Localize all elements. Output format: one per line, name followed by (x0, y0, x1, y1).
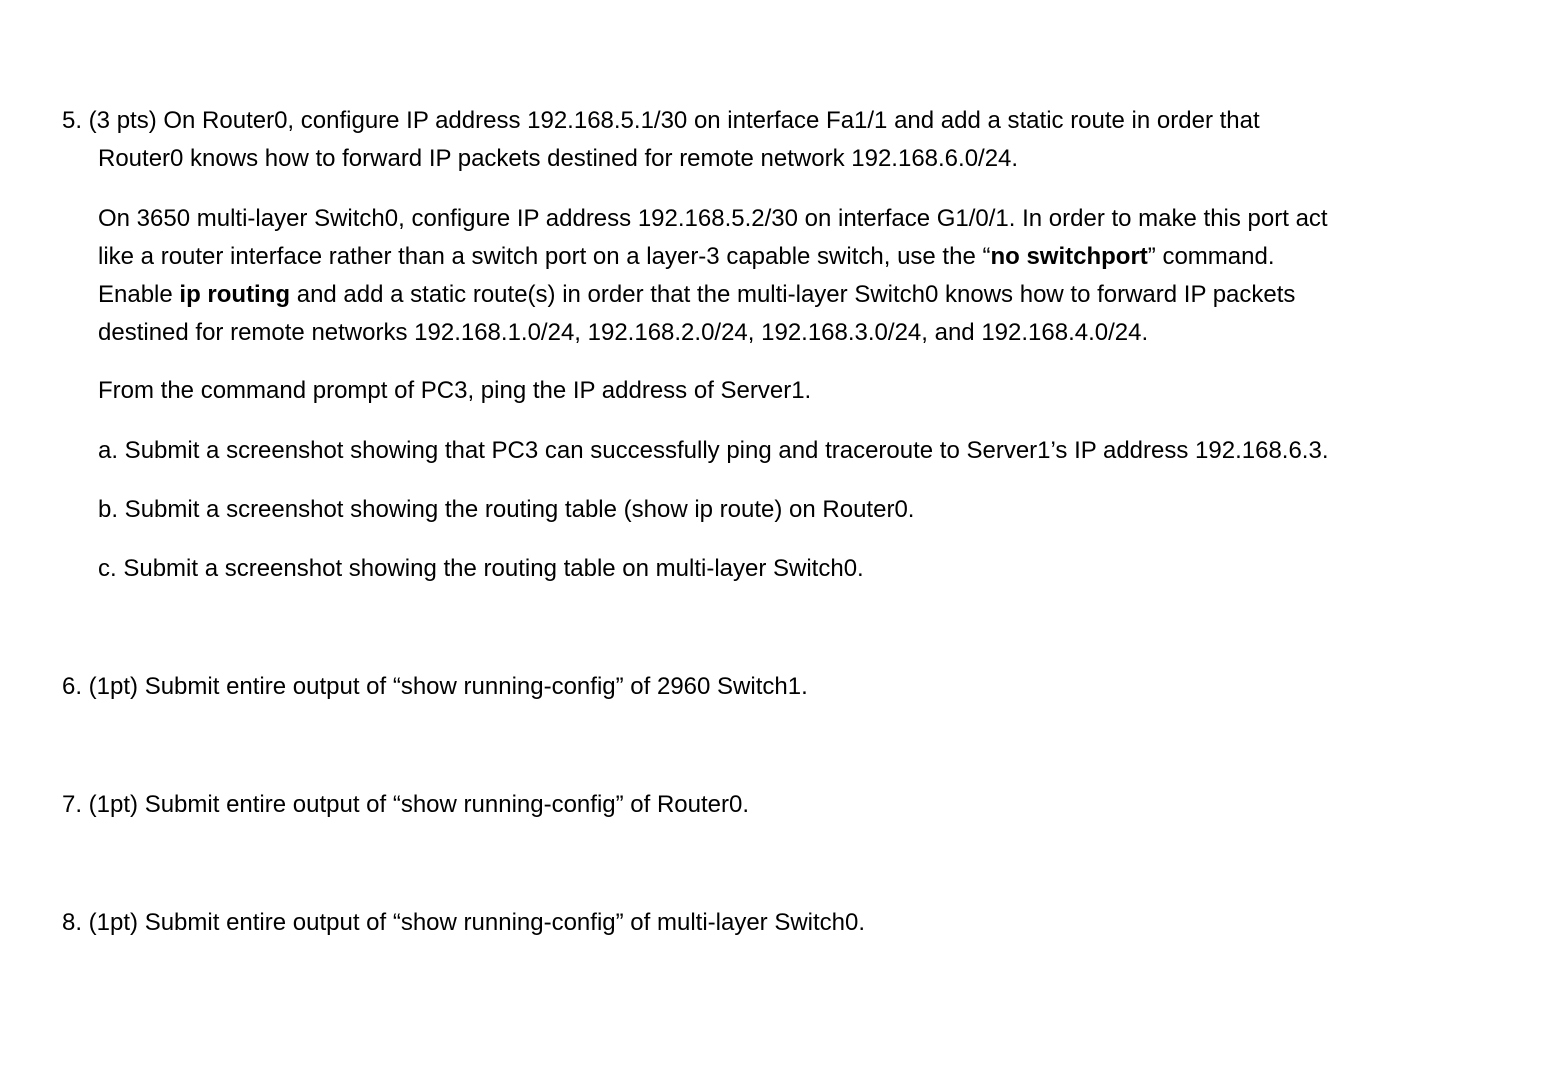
switch-paragraph-line-1: On 3650 multi-layer Switch0, configure IP address 192.168.5.2/30 on interface G1/0/1. In order to make this port act (98, 205, 1328, 232)
question-5-ping-instruction: From the command prompt of PC3, ping the IP address of Server1. (98, 377, 812, 404)
question-6: 6. (1pt) Submit entire output of “show running-config” of 2960 Switch1. (62, 673, 808, 700)
question-5-part-c: c. Submit a screenshot showing the routing table on multi-layer Switch0. (98, 555, 864, 582)
question-5 (62, 102, 1502, 178)
question-5-part-a: a. Submit a screenshot showing that PC3 can successfully ping and traceroute to Server1’s IP address 192.168.6.3. (98, 437, 1329, 464)
switch-paragraph-line-3-start: Enable (98, 281, 180, 308)
question-5-part-b: b. Submit a screenshot showing the routing table (show ip route) on Router0. (98, 496, 915, 523)
switch-paragraph-line-3 (98, 276, 1518, 314)
switch-paragraph-line-3-end: and add a static route(s) in order that the multi-layer Switch0 knows how to forward IP packets (290, 281, 1296, 308)
question-8: 8. (1pt) Submit entire output of “show running-config” of multi-layer Switch0. (62, 909, 866, 936)
no-switchport-command: no switchport (990, 243, 1148, 270)
ip-routing-command: ip routing (179, 281, 291, 308)
switch-paragraph-line-2-start: like a router interface rather than a switch port on a layer-3 capable switch, use the “ (98, 243, 991, 270)
switch-paragraph-line-2 (98, 238, 1518, 276)
switch-paragraph-line-4: destined for remote networks 192.168.1.0/24, 192.168.2.0/24, 192.168.3.0/24, and 192.168.4.0/24. (98, 319, 1149, 346)
question-5-line-1: 5. (3 pts) On Router0, configure IP address 192.168.5.1/30 on interface Fa1/1 and add a static route in order that (62, 107, 1260, 134)
question-7: 7. (1pt) Submit entire output of “show running-config” of Router0. (62, 791, 750, 818)
switch-paragraph-line-2-end: ” command. (1147, 243, 1275, 270)
question-5-line-2: Router0 knows how to forward IP packets destined for remote network 192.168.6.0/24. (98, 145, 1019, 172)
question-5-switch-paragraph (98, 200, 1518, 352)
